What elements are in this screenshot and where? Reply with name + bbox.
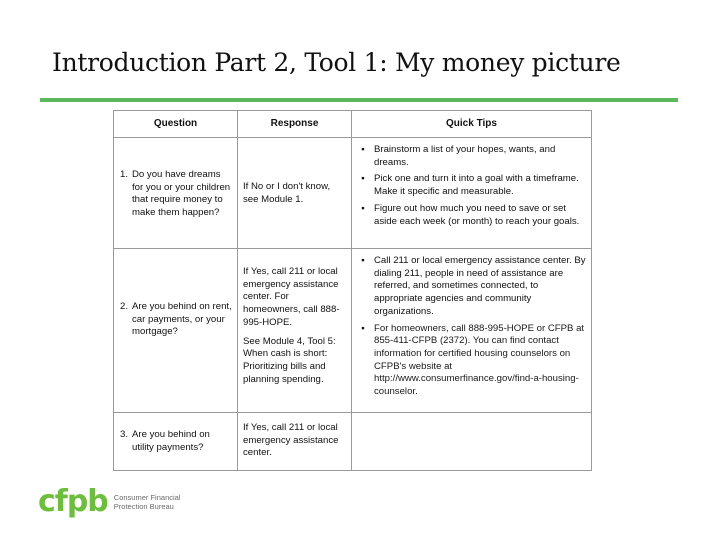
table-row — [114, 138, 592, 249]
table-header-row — [114, 111, 592, 138]
tip-text: Pick one and turn it into a goal with a timeframe. Make it specific and measurable. — [374, 173, 579, 198]
logo-wordmark — [114, 493, 181, 511]
question-text: Do you have dreams for you or your children that require money to make them happen? — [132, 169, 231, 219]
slide-title: Introduction Part 2, Tool 1: My money picture — [52, 48, 621, 77]
question-number: 2. — [120, 301, 129, 312]
response-cell — [238, 249, 352, 413]
list-item — [352, 173, 587, 198]
column-header-question: Question — [114, 111, 238, 138]
response-text: If No or I don't know, see Module 1. — [243, 181, 331, 205]
tip-text: For homeowners, call 888-995-HOPE or CFPB at 855-411-CFPB (2372). You can find contact information for certified housing counselors on CFPB's website at http://www.consumerfinance.gov/find-a-housing-counselor. — [374, 322, 585, 398]
column-header-response: Response — [238, 111, 352, 138]
tip-text: Figure out how much you need to save or set aside each week (or month) to reach your goals. — [374, 202, 580, 227]
title-divider — [40, 98, 678, 102]
question-text: Are you behind on utility payments? — [132, 429, 210, 453]
column-header-quick-tips: Quick Tips — [352, 111, 592, 138]
response-text: If Yes, call 211 or local emergency assistance center. For homeowners, call 888-995-HOPE. — [243, 266, 340, 328]
money-picture-table — [113, 110, 592, 471]
table-row — [114, 249, 592, 413]
table-row — [114, 413, 592, 471]
list-item — [352, 323, 587, 399]
question-number: 1. — [120, 169, 129, 180]
question-cell — [114, 249, 238, 413]
response-cell — [238, 413, 352, 471]
bullet-icon: ▪ — [361, 255, 365, 266]
response-text: See Module 4, Tool 5: When cash is short: Prioritizing bills and planning spending. — [243, 335, 336, 385]
list-item — [352, 255, 587, 319]
question-text: Are you behind on rent, car payments, or your mortgage? — [132, 301, 232, 338]
bullet-icon: ▪ — [361, 144, 365, 155]
tip-text: Brainstorm a list of your hopes, wants, and dreams. — [374, 144, 556, 168]
response-text: If Yes, call 211 or local emergency assistance center. — [243, 422, 339, 459]
quick-tips-cell — [352, 138, 592, 249]
question-number: 3. — [120, 429, 129, 440]
quick-tips-cell — [352, 249, 592, 413]
question-cell — [114, 413, 238, 471]
list-item — [352, 144, 587, 169]
quick-tips-cell — [352, 413, 592, 471]
bullet-icon: ▪ — [361, 173, 365, 185]
bullet-icon: ▪ — [361, 202, 365, 214]
logo-line-1: Consumer Financial — [113, 493, 181, 502]
response-cell — [238, 138, 352, 249]
tip-text: Call 211 or local emergency assistance center. By dialing 211, people in need of assistance are referred, and sometimes connected, to appropriate agencies and community organizations. — [374, 255, 586, 317]
logo-line-2: Protection Bureau — [113, 502, 174, 511]
bullet-icon: ▪ — [361, 322, 365, 334]
question-cell — [114, 138, 238, 249]
list-item — [352, 203, 587, 228]
cfpb-logo — [38, 484, 181, 519]
logo-mark: cfpb — [38, 484, 108, 519]
